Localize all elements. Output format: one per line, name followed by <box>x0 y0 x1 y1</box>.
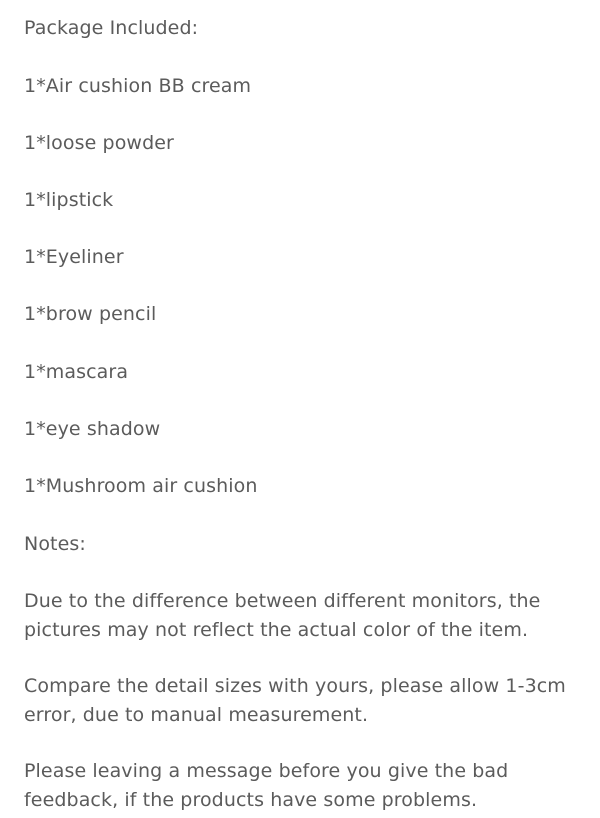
package-item-eye-shadow: 1*eye shadow <box>24 418 161 440</box>
notes-heading: Notes: <box>24 533 86 555</box>
note-paragraph-size-error: Compare the detail sizes with yours, please allow 1-3cm error, due to manual measurement. <box>24 675 566 726</box>
package-item-brow-pencil: 1*brow pencil <box>24 303 157 325</box>
package-item-mushroom-air-cushion: 1*Mushroom air cushion <box>24 475 258 497</box>
note-paragraph-feedback: Please leaving a message before you give the bad feedback, if the products have some problems. <box>24 760 509 811</box>
package-item-bb-cream: 1*Air cushion BB cream <box>24 75 252 97</box>
package-heading: Package Included: <box>24 17 199 39</box>
package-item-mascara: 1*mascara <box>24 361 129 383</box>
package-item-lipstick: 1*lipstick <box>24 189 114 211</box>
package-item-loose-powder: 1*loose powder <box>24 132 174 154</box>
package-item-eyeliner: 1*Eyeliner <box>24 246 124 268</box>
note-paragraph-monitor-color: Due to the difference between different monitors, the pictures may not reflect the actual color of the item. <box>24 590 541 641</box>
